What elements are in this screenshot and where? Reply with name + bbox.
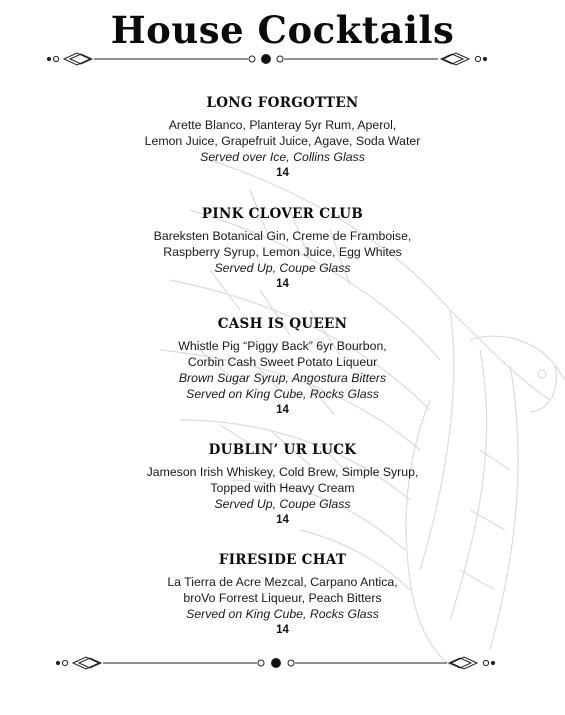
- cocktail-item-fireside-chat: [0, 552, 565, 638]
- cocktail-price: 14: [276, 167, 289, 179]
- cocktail-price: 14: [276, 404, 289, 416]
- cocktail-ingredients-line: Jameson Irish Whiskey, Cold Brew, Simple Syrup,: [146, 465, 419, 479]
- cocktail-serving: Served Up, Coupe Glass: [214, 497, 351, 511]
- cocktail-serving: Brown Sugar Syrup, Angostura Bitters: [178, 371, 387, 385]
- cocktail-price: 14: [276, 514, 289, 526]
- cocktail-ingredients-line: broVo Forrest Liqueur, Peach Bitters: [183, 591, 382, 605]
- cocktail-ingredients-line: Raspberry Syrup, Lemon Juice, Egg Whites: [163, 245, 402, 259]
- cocktail-item-dublin-ur-luck: [0, 442, 565, 528]
- cocktail-item-long-forgotten: [0, 95, 565, 181]
- cocktail-name: FIRESIDE CHAT: [218, 552, 347, 568]
- cocktail-price: 14: [276, 278, 289, 290]
- cocktail-ingredients-line: La Tierra de Acre Mezcal, Carpano Antica,: [167, 575, 398, 589]
- cocktail-item-pink-clover-club: [0, 206, 565, 292]
- cocktail-ingredients-line: Topped with Heavy Cream: [210, 481, 355, 495]
- cocktail-serving: Served over Ice, Collins Glass: [200, 150, 365, 164]
- cocktail-name: CASH IS QUEEN: [217, 316, 348, 332]
- cocktail-price: 14: [276, 624, 289, 636]
- cocktail-ingredients-line: Bareksten Botanical Gin, Creme de Framboise,: [153, 229, 412, 243]
- page-title: House Cocktails: [110, 8, 455, 52]
- cocktail-serving: Served Up, Coupe Glass: [214, 261, 351, 275]
- cocktail-ingredients-line: Lemon Juice, Grapefruit Juice, Agave, Soda Water: [144, 134, 421, 148]
- cocktail-ingredients-line: Arette Blanco, Planteray 5yr Rum, Aperol,: [168, 118, 397, 132]
- cocktail-serving: Served on King Cube, Rocks Glass: [186, 607, 379, 621]
- ornamental-divider-top: [0, 49, 565, 69]
- cocktail-ingredients-line: Corbin Cash Sweet Potato Liqueur: [187, 355, 378, 369]
- ornamental-divider-bottom: [0, 653, 565, 673]
- cocktail-name: LONG FORGOTTEN: [206, 95, 359, 111]
- cocktail-name: PINK CLOVER CLUB: [201, 206, 364, 222]
- cocktail-name: DUBLIN’ UR LUCK: [208, 442, 357, 458]
- cocktail-ingredients-line: Whistle Pig “Piggy Back” 6yr Bourbon,: [178, 339, 387, 353]
- cocktail-item-cash-is-queen: [0, 316, 565, 418]
- cocktail-serving: Served on King Cube, Rocks Glass: [186, 387, 379, 401]
